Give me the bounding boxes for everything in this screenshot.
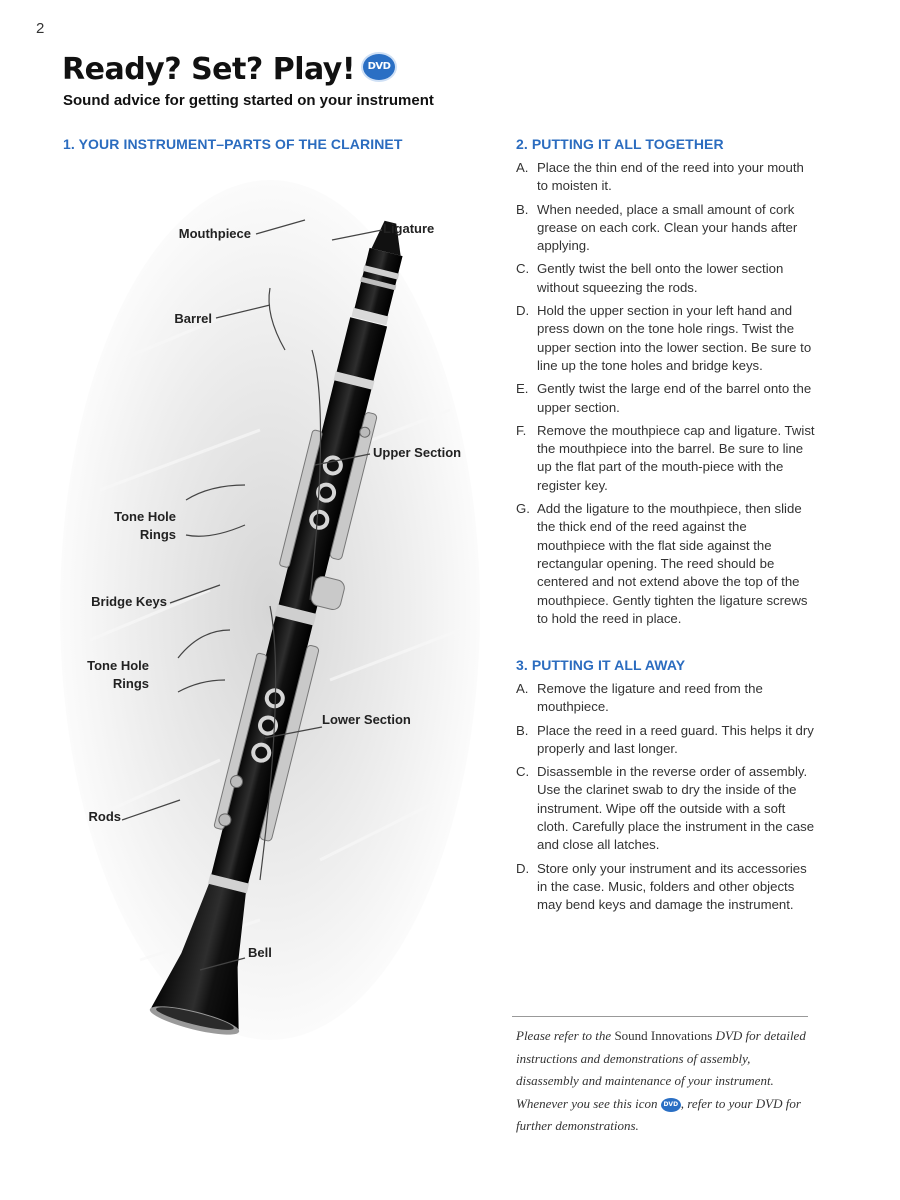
step-text: Place the thin end of the reed into your mouth to moisten it. xyxy=(537,160,804,194)
part-label-mouthpiece: Mouthpiece xyxy=(178,226,251,241)
list-item xyxy=(516,763,816,854)
part-label-tone-hole-rings-upper: Tone Hole Rings xyxy=(114,509,176,542)
note-text-1: Please refer to the xyxy=(516,1028,615,1043)
step-letter: F. xyxy=(516,422,527,438)
list-item xyxy=(516,201,816,256)
disassembly-steps-list xyxy=(516,680,816,920)
note-text-2: DVD for detailed instructions and demonstrations of assembly, disassembly and maintenance of your instrument. Whenever you see this icon xyxy=(516,1028,806,1111)
note-text-3: , refer to your DVD for further demonstrations. xyxy=(516,1095,801,1134)
page-title-text: Ready? Set? Play! xyxy=(62,52,356,87)
list-item xyxy=(516,302,816,375)
divider xyxy=(512,1016,808,1017)
part-label-lower-section: Lower Section xyxy=(322,712,411,727)
section-heading-parts: 1. YOUR INSTRUMENT–PARTS OF THE CLARINET xyxy=(63,136,403,152)
step-text: When needed, place a small amount of cork grease on each cork. Clean your hands after applying. xyxy=(537,201,798,254)
step-text: Add the ligature to the mouthpiece, then slide the thick end of the reed against the mouthpiece with the flat side against the rectangular opening. The reed should be centered and not extend above the top of the mouthpiece. Gently tighten the ligature screws to hold the reed in place. xyxy=(537,501,808,626)
page-title xyxy=(62,52,397,87)
dvd-note xyxy=(516,1025,816,1138)
section-heading-away: 3. PUTTING IT ALL AWAY xyxy=(516,657,686,673)
part-label-ligature: Ligature xyxy=(383,221,435,236)
step-text: Remove the ligature and reed from the mouthpiece. xyxy=(537,681,763,715)
step-text: Place the reed in a reed guard. This helps it dry properly and last longer. xyxy=(537,722,814,756)
part-label-bell: Bell xyxy=(248,945,272,960)
step-letter: E. xyxy=(516,381,529,397)
page-subtitle: Sound advice for getting started on your instrument xyxy=(63,92,434,109)
step-text: Store only your instrument and its accessories in the case. Music, folders and other objects may bend keys and damage the instrument. xyxy=(537,860,807,913)
step-letter: C. xyxy=(516,764,530,780)
step-text: Hold the upper section in your left hand and press down on the tone hole rings. Twist the upper section into the lower section. Be sure to line up the tone holes and bridge keys. xyxy=(537,303,812,373)
part-label-bridge-keys: Bridge Keys xyxy=(91,594,167,609)
step-text: Disassemble in the reverse order of assembly. Use the clarinet swab to dry the inside of the instrument. Wipe off the outside with a soft cloth. Carefully place the instrument in the case and close all latches. xyxy=(537,764,815,853)
list-item xyxy=(516,722,816,759)
list-item xyxy=(516,860,816,915)
part-label-upper-section: Upper Section xyxy=(373,445,462,460)
list-item xyxy=(516,380,816,417)
page-number: 2 xyxy=(36,20,45,37)
step-text: Remove the mouthpiece cap and ligature. Twist the mouthpiece into the barrel. Be sure to line up the flat part of the mouth-piece with the register key. xyxy=(537,422,815,493)
step-text: Gently twist the large end of the barrel onto the upper section. xyxy=(537,381,812,415)
part-label-tone-hole-rings-lower: Tone Hole Rings xyxy=(87,658,149,691)
step-letter: D. xyxy=(516,860,530,876)
step-letter: C. xyxy=(516,261,530,277)
step-letter: A. xyxy=(516,681,529,696)
list-item xyxy=(516,680,816,717)
part-label-rods: Rods xyxy=(88,809,121,824)
part-label-barrel: Barrel xyxy=(174,311,212,326)
dvd-icon: DVD xyxy=(361,52,397,82)
note-brand: Sound Innovations xyxy=(614,1028,713,1043)
list-item xyxy=(516,159,816,196)
step-text: Gently twist the bell onto the lower section without squeezing the rods. xyxy=(537,261,784,295)
step-letter: D. xyxy=(516,303,530,319)
section-heading-together: 2. PUTTING IT ALL TOGETHER xyxy=(516,136,724,152)
dvd-icon: DVD xyxy=(661,1098,681,1112)
list-item xyxy=(516,422,816,495)
step-letter: A. xyxy=(516,160,529,175)
step-letter: B. xyxy=(516,201,529,217)
list-item xyxy=(516,260,816,297)
list-item xyxy=(516,500,816,628)
step-letter: B. xyxy=(516,722,529,738)
step-letter: G. xyxy=(516,501,530,517)
assembly-steps-list xyxy=(516,159,816,633)
